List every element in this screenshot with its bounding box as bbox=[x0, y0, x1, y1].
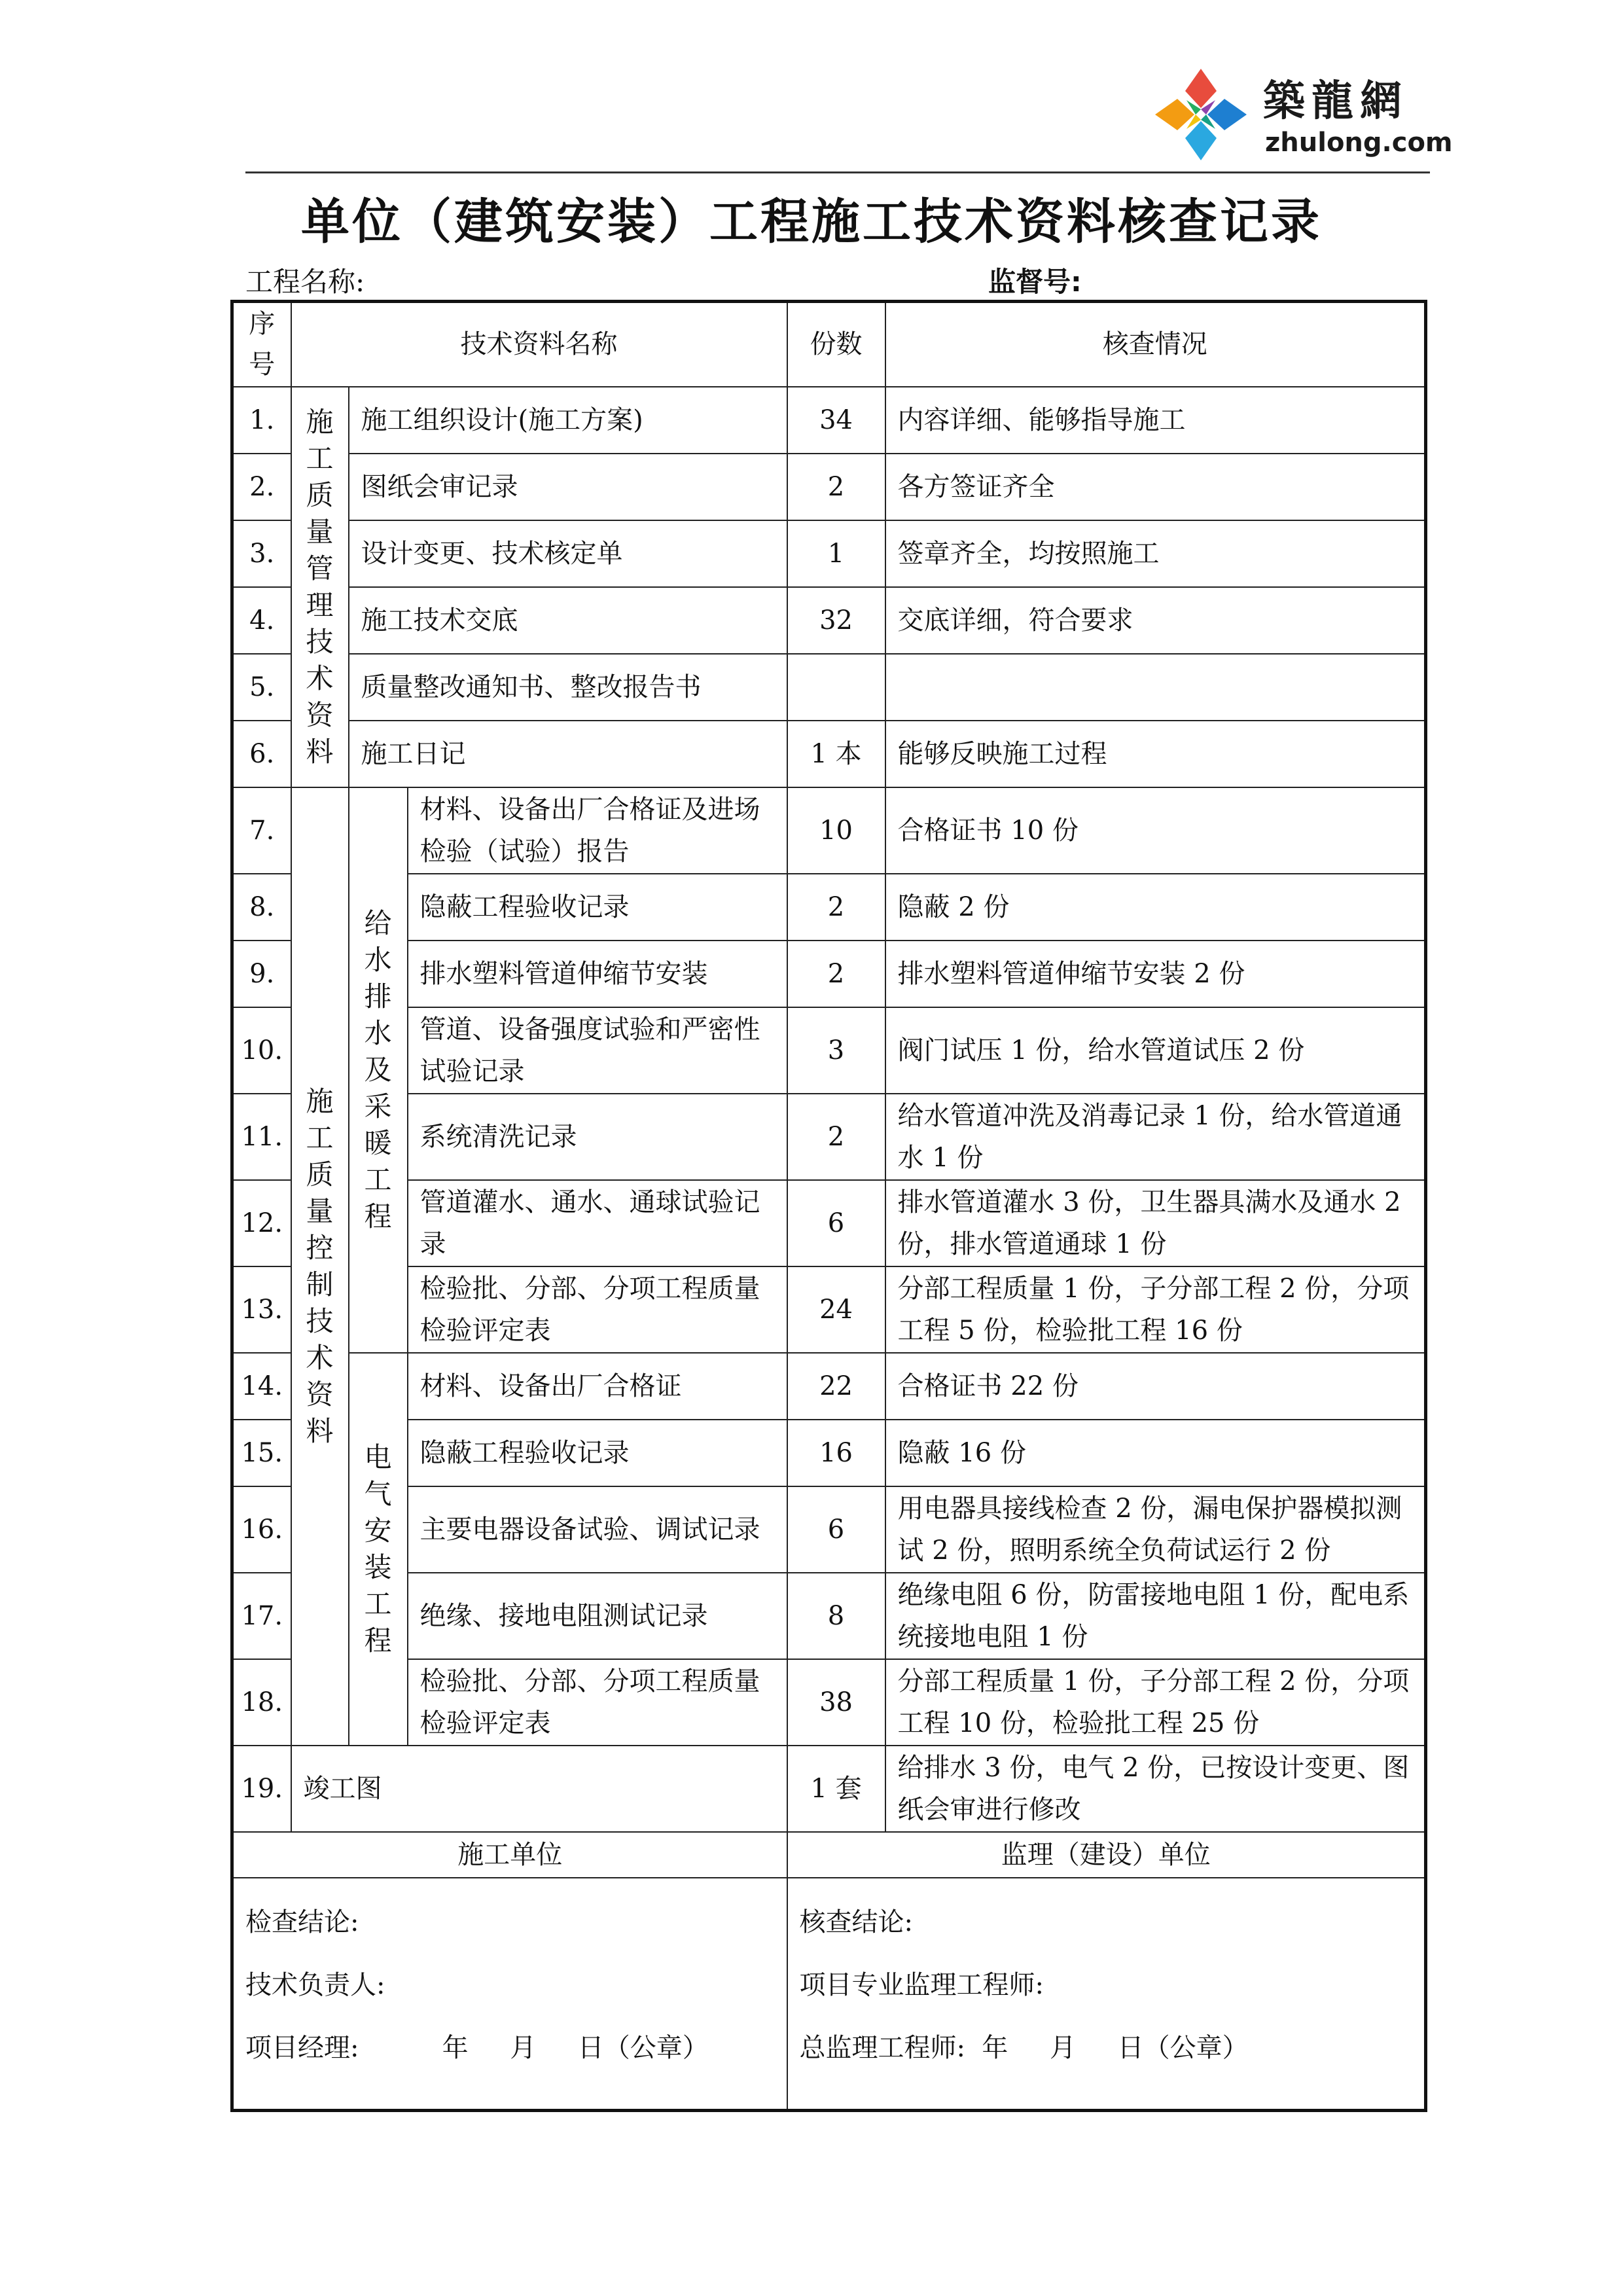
row-count: 2 bbox=[787, 941, 885, 1007]
table-row bbox=[232, 387, 1426, 454]
group-label-char: 资 bbox=[306, 698, 334, 731]
review-conclusion-label: 核查结论: bbox=[799, 1907, 914, 1937]
project-manager-label: 项目经理: 年 月 日（公章） bbox=[245, 2032, 709, 2063]
row-status: 用电器具接线检查 2 份，漏电保护器模拟测试 2 份，照明系统全负荷试运行 2 份 bbox=[885, 1486, 1426, 1573]
group-label-char: 施 bbox=[306, 1085, 334, 1117]
row-name: 系统清洗记录 bbox=[408, 1094, 787, 1180]
row-count: 2 bbox=[787, 874, 885, 941]
row-count: 8 bbox=[787, 1573, 885, 1659]
row-count: 6 bbox=[787, 1180, 885, 1266]
group-label-char: 给 bbox=[364, 906, 392, 939]
logo-domain-text: zhulong.com bbox=[1265, 128, 1453, 158]
group-label-char: 程 bbox=[364, 1200, 392, 1232]
row-name: 材料、设备出厂合格证 bbox=[408, 1353, 787, 1420]
group-label-char: 量 bbox=[306, 515, 334, 548]
row-count: 16 bbox=[787, 1420, 885, 1486]
table-row bbox=[232, 941, 1426, 1007]
row-no: 6. bbox=[232, 721, 291, 787]
row-name: 设计变更、技术核定单 bbox=[349, 520, 787, 587]
row-status: 排水管道灌水 3 份，卫生器具满水及通水 2 份，排水管道通球 1 份 bbox=[885, 1180, 1426, 1266]
table-row bbox=[232, 1180, 1426, 1266]
row-name: 施工组织设计(施工方案) bbox=[349, 387, 787, 454]
row-no: 19. bbox=[232, 1746, 291, 1832]
row-status: 阀门试压 1 份，给水管道试压 2 份 bbox=[885, 1007, 1426, 1094]
table-header-row bbox=[232, 302, 1426, 387]
table-row bbox=[232, 454, 1426, 520]
row-count: 24 bbox=[787, 1266, 885, 1353]
table-row bbox=[232, 721, 1426, 787]
header-name: 技术资料名称 bbox=[291, 302, 787, 387]
row-name: 隐蔽工程验收记录 bbox=[408, 874, 787, 941]
row-status: 内容详细、能够指导施工 bbox=[885, 387, 1426, 454]
row-no: 15. bbox=[232, 1420, 291, 1486]
row-no: 1. bbox=[232, 387, 291, 454]
row-name: 管道、设备强度试验和严密性试验记录 bbox=[408, 1007, 787, 1094]
table-row bbox=[232, 1094, 1426, 1180]
group-label-char: 程 bbox=[364, 1624, 392, 1657]
row-count: 1 bbox=[787, 520, 885, 587]
header-status: 核查情况 bbox=[885, 302, 1426, 387]
row-name: 竣工图 bbox=[291, 1746, 787, 1832]
group-label-char: 工 bbox=[364, 1163, 392, 1196]
group-label-char: 制 bbox=[306, 1268, 334, 1300]
row-no: 18. bbox=[232, 1659, 291, 1746]
row-name: 材料、设备出厂合格证及进场检验（试验）报告 bbox=[408, 787, 787, 874]
group-label-char: 技 bbox=[306, 1304, 334, 1337]
group-label-char: 水 bbox=[364, 1016, 392, 1049]
row-name: 图纸会审记录 bbox=[349, 454, 787, 520]
group-label-char: 采 bbox=[364, 1090, 392, 1122]
construction-sign-block bbox=[232, 1878, 787, 2111]
header-no: 序 号 bbox=[232, 302, 291, 387]
group-label-char: 排 bbox=[364, 980, 392, 1013]
table-row bbox=[232, 1486, 1426, 1573]
table-row bbox=[232, 587, 1426, 654]
row-name: 管道灌水、通水、通球试验记录 bbox=[408, 1180, 787, 1266]
sign-body-row bbox=[232, 1878, 1426, 2111]
row-status: 合格证书 10 份 bbox=[885, 787, 1426, 874]
row-count: 38 bbox=[787, 1659, 885, 1746]
table-row bbox=[232, 1007, 1426, 1094]
group-label-char: 暖 bbox=[364, 1126, 392, 1159]
row-status: 分部工程质量 1 份，子分部工程 2 份，分项工程 10 份，检验批工程 25 份 bbox=[885, 1659, 1426, 1746]
row-no: 16. bbox=[232, 1486, 291, 1573]
table-row bbox=[232, 1746, 1426, 1832]
row-count: 1 本 bbox=[787, 721, 885, 787]
row-status bbox=[885, 654, 1426, 721]
row-status: 各方签证齐全 bbox=[885, 454, 1426, 520]
chief-engineer-label: 总监理工程师: 年 月 日（公章） bbox=[799, 2032, 1249, 2063]
group-label-char: 电 bbox=[364, 1441, 392, 1473]
zhulong-logo-mark-icon bbox=[1149, 62, 1253, 167]
row-name: 检验批、分部、分项工程质量检验评定表 bbox=[408, 1659, 787, 1746]
row-name: 施工日记 bbox=[349, 721, 787, 787]
technical-lead-label: 技术负责人: bbox=[245, 1969, 385, 2000]
group-label-char: 技 bbox=[306, 625, 334, 658]
row-no: 5. bbox=[232, 654, 291, 721]
row-name: 隐蔽工程验收记录 bbox=[408, 1420, 787, 1486]
row-count: 34 bbox=[787, 387, 885, 454]
check-conclusion-label: 检查结论: bbox=[245, 1907, 359, 1937]
row-count: 2 bbox=[787, 1094, 885, 1180]
row-status: 排水塑料管道伸缩节安装 2 份 bbox=[885, 941, 1426, 1007]
row-count bbox=[787, 654, 885, 721]
row-name: 主要电器设备试验、调试记录 bbox=[408, 1486, 787, 1573]
supervision-number-label: 监督号: bbox=[988, 266, 1082, 298]
group-label-char: 工 bbox=[364, 1587, 392, 1620]
project-name-label: 工程名称: bbox=[245, 266, 365, 298]
table-row bbox=[232, 520, 1426, 587]
page-title: 单位（建筑安装）工程施工技术资料核查记录 bbox=[301, 194, 1322, 250]
supervision-unit-heading: 监理（建设）单位 bbox=[787, 1832, 1426, 1878]
supervision-sign-block bbox=[787, 1878, 1426, 2111]
row-count: 22 bbox=[787, 1353, 885, 1420]
row-no: 3. bbox=[232, 520, 291, 587]
table-row bbox=[232, 1573, 1426, 1659]
construction-unit-heading: 施工单位 bbox=[232, 1832, 787, 1878]
row-name: 排水塑料管道伸缩节安装 bbox=[408, 941, 787, 1007]
row-status: 隐蔽 2 份 bbox=[885, 874, 1426, 941]
group-label-char: 控 bbox=[306, 1231, 334, 1264]
row-status: 绝缘电阻 6 份，防雷接地电阻 1 份，配电系统接地电阻 1 份 bbox=[885, 1573, 1426, 1659]
table-row bbox=[232, 654, 1426, 721]
group-label-char: 理 bbox=[306, 588, 334, 621]
table-row bbox=[232, 787, 1426, 874]
group-label-char: 料 bbox=[306, 1414, 334, 1447]
supervising-engineer-label: 项目专业监理工程师: bbox=[799, 1969, 1044, 2000]
group-label-char: 施 bbox=[306, 405, 334, 438]
sign-head-row bbox=[232, 1832, 1426, 1878]
row-name: 施工技术交底 bbox=[349, 587, 787, 654]
logo-chinese-text: 築龍網 bbox=[1263, 77, 1408, 126]
row-no: 12. bbox=[232, 1180, 291, 1266]
row-no: 11. bbox=[232, 1094, 291, 1180]
header-rule bbox=[245, 171, 1430, 173]
row-status: 合格证书 22 份 bbox=[885, 1353, 1426, 1420]
row-status: 给水管道冲洗及消毒记录 1 份，给水管道通水 1 份 bbox=[885, 1094, 1426, 1180]
table-row bbox=[232, 874, 1426, 941]
row-status: 签章齐全，均按照施工 bbox=[885, 520, 1426, 587]
group-label-char: 术 bbox=[306, 1341, 334, 1374]
row-count: 32 bbox=[787, 587, 885, 654]
group-label-char: 术 bbox=[306, 662, 334, 694]
row-no: 10. bbox=[232, 1007, 291, 1094]
group-label-char: 资 bbox=[306, 1378, 334, 1410]
row-name: 绝缘、接地电阻测试记录 bbox=[408, 1573, 787, 1659]
row-status: 交底详细，符合要求 bbox=[885, 587, 1426, 654]
table-row bbox=[232, 1266, 1426, 1353]
group-control bbox=[291, 787, 349, 1746]
group-electric bbox=[349, 1353, 408, 1746]
row-status: 隐蔽 16 份 bbox=[885, 1420, 1426, 1486]
row-no: 2. bbox=[232, 454, 291, 520]
row-no: 9. bbox=[232, 941, 291, 1007]
row-no: 17. bbox=[232, 1573, 291, 1659]
table-row bbox=[232, 1353, 1426, 1420]
row-name: 质量整改通知书、整改报告书 bbox=[349, 654, 787, 721]
group-label-char: 气 bbox=[364, 1477, 392, 1510]
row-count: 2 bbox=[787, 454, 885, 520]
row-count: 1 套 bbox=[787, 1746, 885, 1832]
table-row bbox=[232, 1420, 1426, 1486]
row-no: 7. bbox=[232, 787, 291, 874]
group-label-char: 量 bbox=[306, 1194, 334, 1227]
row-no: 4. bbox=[232, 587, 291, 654]
group-label-char: 管 bbox=[306, 552, 334, 584]
row-no: 8. bbox=[232, 874, 291, 941]
row-no: 13. bbox=[232, 1266, 291, 1353]
row-count: 10 bbox=[787, 787, 885, 874]
row-status: 能够反映施工过程 bbox=[885, 721, 1426, 787]
group-management bbox=[291, 387, 349, 787]
row-count: 6 bbox=[787, 1486, 885, 1573]
group-label-char: 工 bbox=[306, 442, 334, 475]
group-label-char: 水 bbox=[364, 943, 392, 976]
row-name: 检验批、分部、分项工程质量检验评定表 bbox=[408, 1266, 787, 1353]
group-label-char: 安 bbox=[364, 1514, 392, 1547]
group-label-char: 工 bbox=[306, 1121, 334, 1154]
row-status: 给排水 3 份，电气 2 份，已按设计变更、图纸会审进行修改 bbox=[885, 1746, 1426, 1832]
row-no: 14. bbox=[232, 1353, 291, 1420]
group-water bbox=[349, 787, 408, 1353]
row-count: 3 bbox=[787, 1007, 885, 1094]
header-count: 份数 bbox=[787, 302, 885, 387]
row-status: 分部工程质量 1 份，子分部工程 2 份，分项工程 5 份，检验批工程 16 份 bbox=[885, 1266, 1426, 1353]
group-label-char: 装 bbox=[364, 1551, 392, 1583]
table-row bbox=[232, 1659, 1426, 1746]
group-label-char: 质 bbox=[306, 478, 334, 511]
group-label-char: 质 bbox=[306, 1158, 334, 1191]
records-table bbox=[230, 300, 1427, 2112]
group-label-char: 及 bbox=[364, 1053, 392, 1086]
group-label-char: 料 bbox=[306, 735, 334, 768]
zhulong-logo bbox=[1149, 62, 1453, 173]
